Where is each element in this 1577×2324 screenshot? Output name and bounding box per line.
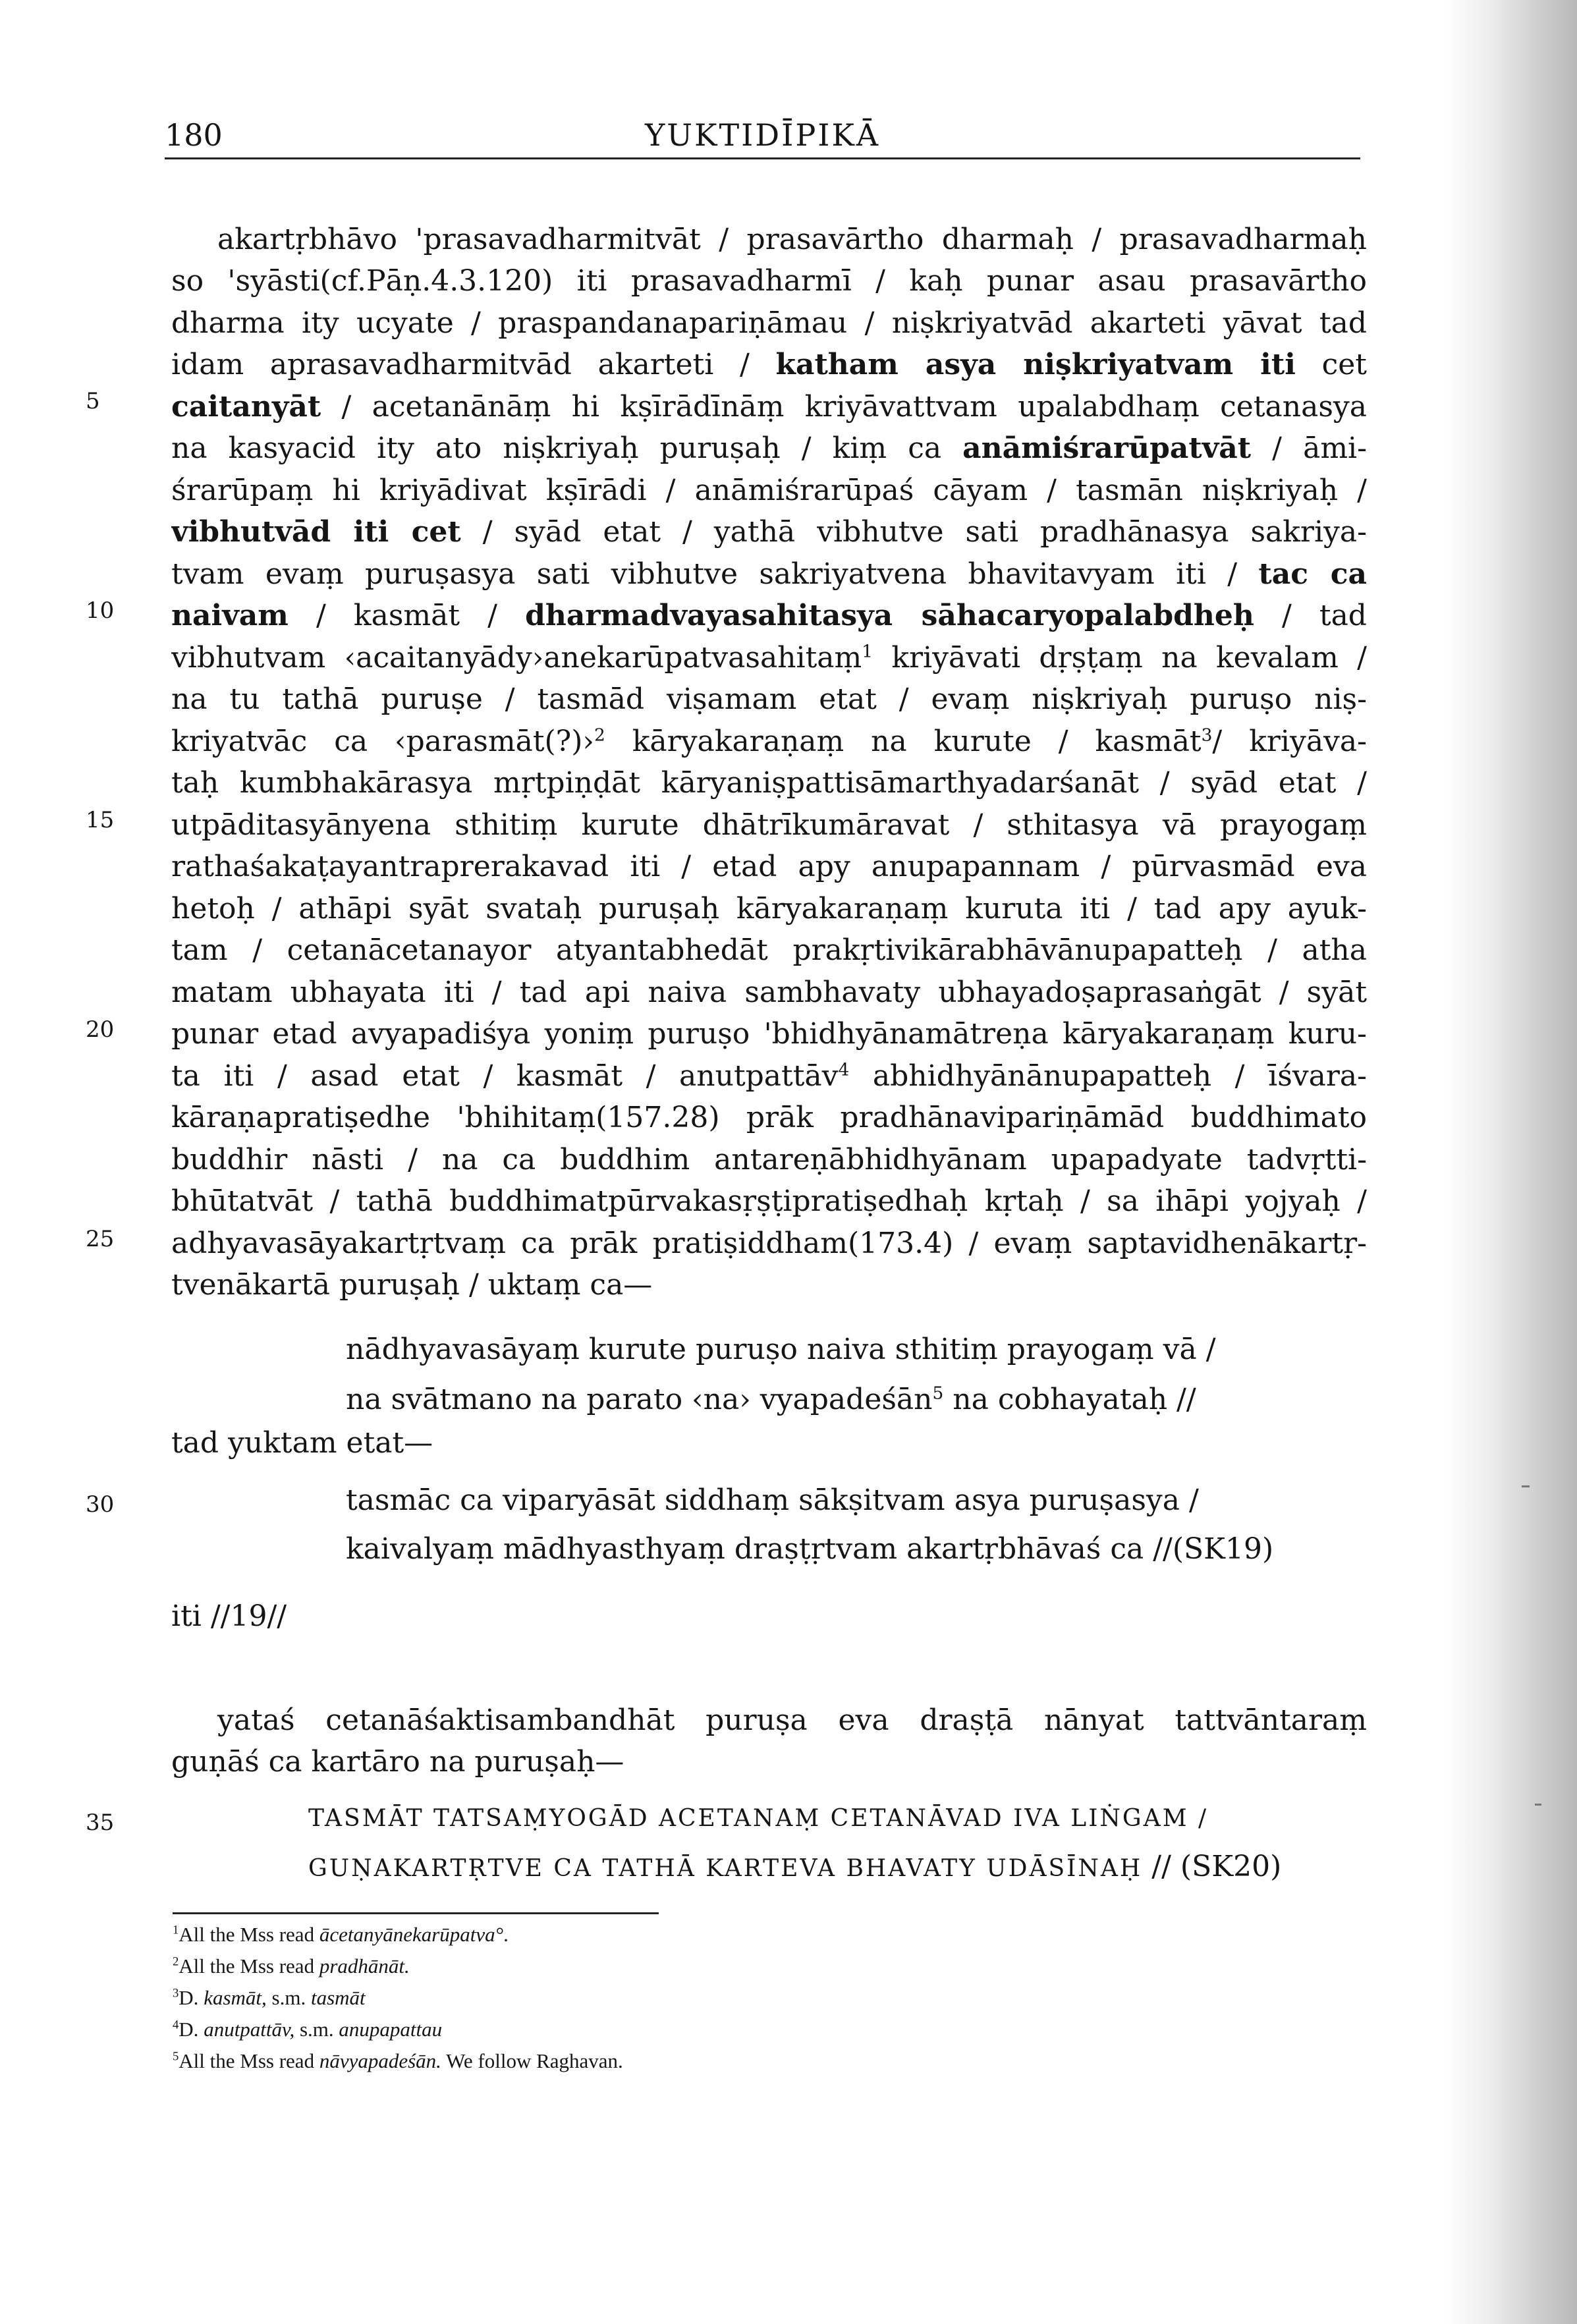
text-line: hetoḥ / athāpi syāt svataḥ puruṣaḥ kāryakaraṇaṃ kuruta iti / tad apy ayuk-	[171, 892, 1367, 926]
text-line: vibhutvād iti cet / syād etat / yathā vibhutve sati pradhānasya sakriya-	[171, 515, 1367, 549]
text-line: tvam evaṃ puruṣasya sati vibhutve sakriyatvena bhavitavyam iti / tac ca	[171, 557, 1367, 591]
footnote-marker: 5	[932, 1383, 944, 1404]
text-line: bhūtatvāt / tathā buddhimatpūrvakasṛṣṭipratiṣedhaḥ kṛtaḥ / sa ihāpi yojyaḥ /	[171, 1184, 1367, 1218]
verse-line: kaivalyaṃ mādhyasthyaṃ draṣṭṛtvam akartṛbhāvaś ca //(SK19)	[346, 1532, 1274, 1566]
footnote: $^3$D. kasmāt, s.m. tasmāt	[173, 1986, 366, 2009]
bold-phrase: vibhutvād iti cet	[171, 515, 461, 549]
text-line: caitanyāt / acetanānāṃ hi kṣīrādīnāṃ kriyāvattvam upalabdhaṃ cetanasya	[171, 390, 1367, 424]
text-line: tam / cetanācetanayor atyantabhedāt prakṛtivikārabhāvānupapatteḥ / atha	[171, 933, 1367, 967]
text-line: ta iti / asad etat / kasmāt / anutpattāv$^4$ abhidhyānānupapatteḥ / īśvara-	[171, 1059, 1367, 1093]
footnote: $^4$D. anutpattāv, s.m. anupapattau	[173, 2018, 443, 2041]
line-number: 30	[86, 1491, 115, 1518]
text-line: so 'syāsti(cf.Pāṇ.4.3.120) iti prasavadharmī / kaḥ punar asau prasavārtho	[171, 264, 1367, 298]
footnote: $^5$All the Mss read nāvyapadeśān. We follow Raghavan.	[173, 2049, 623, 2072]
bold-phrase: caitanyāt	[171, 390, 321, 424]
footnote-rule	[173, 1912, 659, 1914]
text-line: na tu tathā puruṣe / tasmād viṣamam etat / evaṃ niṣkriyaḥ puruṣo niṣ-	[171, 682, 1367, 716]
line-number: 25	[86, 1226, 115, 1252]
verse-line: nādhyavasāyaṃ kurute puruṣo naiva sthitiṃ prayogaṃ vā /	[346, 1333, 1216, 1366]
text-line: guṇāś ca kartāro na puruṣaḥ—	[171, 1745, 624, 1779]
line-number: 10	[86, 597, 115, 624]
text-line: punar etad avyapadiśya yoniṃ puruṣo 'bhidhyānamātreṇa kāryakaraṇaṃ kuru-	[171, 1017, 1367, 1051]
footnote: $^2$All the Mss read pradhānāt.	[173, 1954, 410, 1978]
bold-phrase: katham asya niṣkriyatvam iti	[775, 348, 1296, 381]
karika-line: GUṆAKARTṚTVE CA TATHĀ KARTEVA BHAVATY UDĀSĪNAḤ // (SK20)	[308, 1850, 1282, 1883]
header-rule	[165, 157, 1360, 159]
bold-phrase: dharmadvayasahitasya sāhacaryopalabdheḥ	[525, 599, 1254, 632]
text-line: adhyavasāyakartṛtvaṃ ca prāk pratiṣiddham(173.4) / evaṃ saptavidhenākartṛ-	[171, 1227, 1367, 1260]
text-line: yataś cetanāśaktisambandhāt puruṣa eva draṣṭā nānyat tattvāntaraṃ	[217, 1703, 1367, 1737]
text-line: śrarūpaṃ hi kriyādivat kṣīrādi / anāmiśrarūpaś cāyam / tasmān niṣkriyaḥ /	[171, 474, 1367, 507]
footnote-marker: 2	[594, 725, 605, 746]
footnote-marker: 4	[838, 1059, 850, 1080]
footnote-marker: 1	[862, 641, 873, 662]
page-edge-shadow	[1445, 0, 1577, 2324]
scan-speck	[1522, 1485, 1530, 1487]
text-line: kriyatvāc ca ‹parasmāt(?)›$^2$ kāryakaraṇaṃ na kurute / kasmāt$^3$/ kriyāva-	[171, 725, 1367, 758]
verse-line: na svātmano na parato ‹na› vyapadeśān$^5$ na cobhayataḥ //	[346, 1383, 1196, 1416]
karika-line: TASMĀT TATSAṂYOGĀD ACETANAṂ CETANĀVAD IVA LIṄGAM /	[308, 1805, 1209, 1832]
text-line: naivam / kasmāt / dharmadvayasahitasya sāhacaryopalabdheḥ / tad	[171, 599, 1367, 632]
bold-phrase: tac ca	[1258, 557, 1367, 591]
footnote-marker: 3	[1201, 725, 1213, 746]
text-line: kāraṇapratiṣedhe 'bhihitaṃ(157.28) prāk pradhānavipariṇāmād buddhimato	[171, 1101, 1367, 1134]
verse-line: tasmāc ca viparyāsāt siddhaṃ sākṣitvam asya puruṣasya /	[346, 1483, 1199, 1517]
text-line: na kasyacid ity ato niṣkriyaḥ puruṣaḥ / kiṃ ca anāmiśrarūpatvāt / āmi-	[171, 431, 1367, 465]
text-line: buddhir nāsti / na ca buddhim antareṇābhidhyānam upapadyate tadvṛtti-	[171, 1143, 1367, 1176]
text-line: akartṛbhāvo 'prasavadharmitvāt / prasavārtho dharmaḥ / prasavadharmaḥ	[217, 223, 1367, 256]
text-line: tvenākartā puruṣaḥ / uktaṃ ca—	[171, 1268, 653, 1302]
bold-phrase: anāmiśrarūpatvāt	[962, 431, 1252, 465]
text-line: iti //19//	[171, 1599, 287, 1633]
text-line: idam aprasavadharmitvād akarteti / katham asya niṣkriyatvam iti cet	[171, 348, 1367, 381]
text-line: matam ubhayata iti / tad api naiva sambhavaty ubhayadoṣaprasaṅgāt / syāt	[171, 976, 1367, 1009]
line-number: 35	[86, 1810, 115, 1836]
page-header	[165, 112, 1360, 159]
scan-speck	[1535, 1804, 1541, 1806]
line-number: 20	[86, 1016, 115, 1043]
text-line: rathaśakaṭayantraprerakavad iti / etad apy anupapannam / pūrvasmād eva	[171, 850, 1367, 883]
footnote: $^1$All the Mss read ācetanyānekarūpatva°.	[173, 1923, 509, 1946]
text-line: taḥ kumbhakārasya mṛtpiṇḍāt kāryaniṣpattisāmarthyadarśanāt / syād etat /	[171, 766, 1367, 800]
running-title: YUKTIDĪPIKĀ	[644, 117, 881, 153]
line-number: 5	[86, 388, 100, 414]
text-line: tad yuktam etat—	[171, 1426, 433, 1460]
line-number: 15	[86, 807, 115, 833]
text-line: utpāditasyānyena sthitiṃ kurute dhātrīkumāravat / sthitasya vā prayogaṃ	[171, 808, 1367, 842]
bold-phrase: naivam	[171, 599, 289, 632]
text-line: vibhutvam ‹acaitanyādy›anekarūpatvasahitaṃ$^1$ kriyāvati dṛṣṭaṃ na kevalam /	[171, 641, 1367, 675]
text-line: dharma ity ucyate / praspandanapariṇāmau / niṣkriyatvād akarteti yāvat tad	[171, 306, 1367, 340]
page-number: 180	[165, 117, 223, 153]
